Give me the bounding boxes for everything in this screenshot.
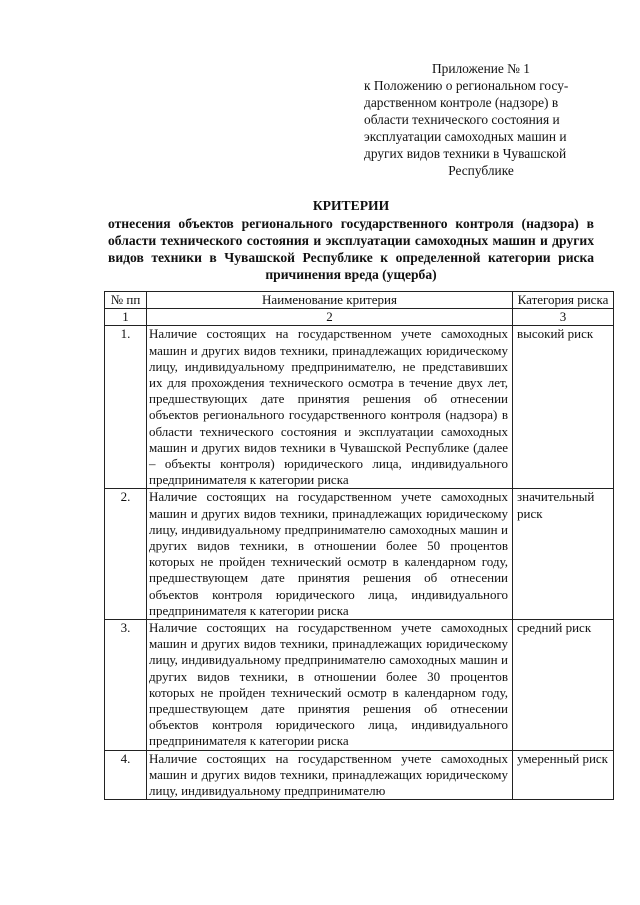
criteria-table xyxy=(104,291,614,800)
table-row xyxy=(105,489,614,620)
row-number: 3. xyxy=(105,620,147,751)
row-criterion: Наличие состоящих на государственном учете самоходных машин и других видов техники, принадлежащих юридическому лицу, индивидуальному предпринимателю самоходных машин и других видов техники, в отношении более 30 процентов которых не пройден технический осмотр в календарном году, предшествующем дате принятия решения об отнесении объектов контроля юридического лица, индивидуального предпринимателя к категории риска xyxy=(147,620,513,751)
row-criterion: Наличие состоящих на государственном учете самоходных машин и других видов техники, принадлежащих юридическому лицу, индивидуальному предпринимателю xyxy=(147,750,513,800)
row-number: 4. xyxy=(105,750,147,800)
annex-line: дарственном контроле (надзоре) в xyxy=(364,95,559,110)
header-num: № пп xyxy=(105,292,147,309)
document-heading xyxy=(108,197,594,283)
column-number-row xyxy=(105,309,614,326)
table-row xyxy=(105,750,614,800)
annex-line-last: Республике xyxy=(448,163,514,178)
annex-title: Приложение № 1 xyxy=(431,61,531,76)
row-criterion: Наличие состоящих на государственном учете самоходных машин и других видов техники, принадлежащих юридическому лицу, индивидуальному предпринимателю самоходных машин и других видов техники, в отношении более 50 процентов которых не пройден технический осмотр в календарном году, предшествующем дате принятия решения об отнесении объектов контроля юридического лица, индивидуального предпринимателя к категории риска xyxy=(147,489,513,620)
row-number: 1. xyxy=(105,326,147,489)
row-criterion: Наличие состоящих на государственном учете самоходных машин и других видов техники, принадлежащих юридическому лицу, индивидуальному предпринимателю, не представивших их для прохождения технического осмотра в течение двух лет, предшествующих дате принятия решения об отнесении объектов регионального государственного контроля (надзора) в области технического состояния и эксплуатации самоходных машин и других видов техники в Чувашской Республике (далее – объекты контроля) юридического лица, индивидуального предпринимателя к категории риска xyxy=(147,326,513,489)
annex-line: эксплуатации самоходных машин и xyxy=(364,129,567,144)
row-number: 2. xyxy=(105,489,147,620)
annex-line: области технического состояния и xyxy=(364,112,560,127)
column-number: 1 xyxy=(105,309,147,326)
table-row xyxy=(105,620,614,751)
annex-line: к Положению о региональном госу- xyxy=(364,78,569,93)
row-category: высокий риск xyxy=(513,326,614,489)
document-title: КРИТЕРИИ xyxy=(312,198,390,213)
document-subtitle: отнесения объектов регионального государственного контроля (надзора) в области технического состояния и эксплуатации самоходных машин и других видов техники в Чувашской Республике к определенной категории риска причинения вреда (ущерба) xyxy=(108,216,594,282)
annex-line: других видов техники в Чувашской xyxy=(364,146,567,161)
header-category: Категория риска xyxy=(513,292,614,309)
column-number: 3 xyxy=(513,309,614,326)
row-category: средний риск xyxy=(513,620,614,751)
row-category: значительный риск xyxy=(513,489,614,620)
header-criterion: Наименование критерия xyxy=(147,292,513,309)
annex-block xyxy=(364,60,598,179)
table-header-row xyxy=(105,292,614,309)
column-number: 2 xyxy=(147,309,513,326)
table-row xyxy=(105,326,614,489)
row-category: умеренный риск xyxy=(513,750,614,800)
